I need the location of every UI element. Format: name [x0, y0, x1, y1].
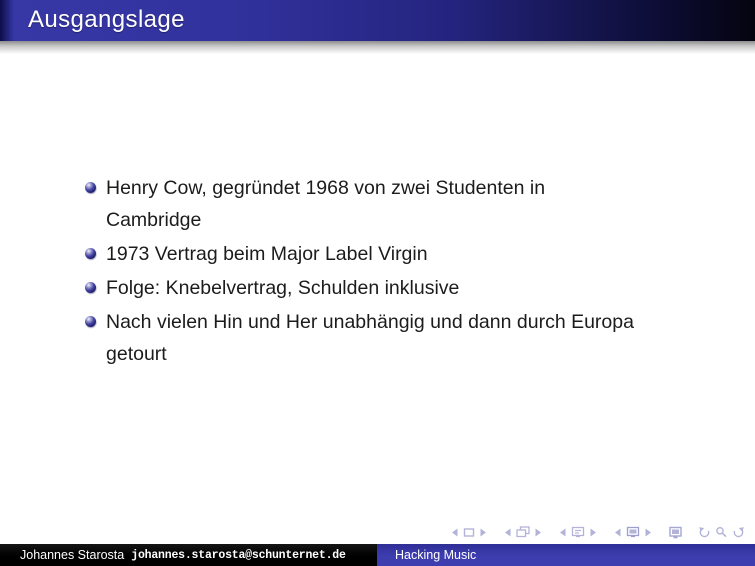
section-nav-group: [611, 526, 655, 538]
appendix-nav-group: [666, 526, 685, 539]
bullet-text: Nach vielen Hin und Her unabhängig und dann durch Europa getourt: [106, 311, 634, 365]
title-bar-shadow: [0, 41, 755, 54]
footline: [0, 544, 755, 566]
frames-icon[interactable]: [516, 526, 530, 538]
subsection-icon[interactable]: [571, 526, 585, 538]
bullet-sphere-icon: [85, 248, 96, 259]
appendix-icon[interactable]: [668, 526, 683, 539]
prev-frame-icon[interactable]: [503, 527, 512, 538]
prev-subsection-icon[interactable]: [558, 527, 567, 538]
navigation-symbols: [437, 523, 747, 541]
bullet-sphere-icon: [85, 282, 96, 293]
next-slide-icon[interactable]: [479, 527, 488, 538]
bullet-sphere-icon: [85, 316, 96, 327]
bullet-list: [85, 172, 705, 372]
bullet-item: [85, 306, 705, 370]
forward-icon[interactable]: [732, 526, 745, 538]
frame-nav-group: [501, 526, 545, 538]
prev-section-icon[interactable]: [613, 527, 622, 538]
slide-icon[interactable]: [463, 527, 475, 538]
footer-talk-title: Hacking Music: [395, 548, 477, 562]
frame-title-bar: [0, 0, 755, 41]
footer-talk-title-section: [377, 544, 755, 566]
frame-title: Ausgangslage: [28, 5, 185, 33]
prev-slide-icon[interactable]: [450, 527, 459, 538]
next-frame-icon[interactable]: [534, 527, 543, 538]
footer-author: Johannes Starosta: [20, 548, 125, 562]
search-icon[interactable]: [715, 526, 728, 538]
next-section-icon[interactable]: [644, 527, 653, 538]
subsection-nav-group: [556, 526, 600, 538]
slide-nav-group: [448, 527, 490, 538]
footer-email: johannes.starosta@schunternet.de: [131, 548, 346, 562]
history-nav-group: [696, 526, 747, 538]
next-subsection-icon[interactable]: [589, 527, 598, 538]
bullet-item: [85, 272, 705, 304]
footer-author-section: [0, 544, 377, 566]
back-icon[interactable]: [698, 526, 711, 538]
bullet-sphere-icon: [85, 182, 96, 193]
bullet-text: 1973 Vertrag beim Major Label Virgin: [106, 243, 428, 265]
bullet-text: Henry Cow, gegründet 1968 von zwei Studenten in Cambridge: [106, 177, 546, 231]
bullet-item: [85, 172, 705, 236]
bullet-item: [85, 238, 705, 270]
section-icon[interactable]: [626, 526, 640, 538]
bullet-text: Folge: Knebelvertrag, Schulden inklusive: [106, 277, 460, 299]
